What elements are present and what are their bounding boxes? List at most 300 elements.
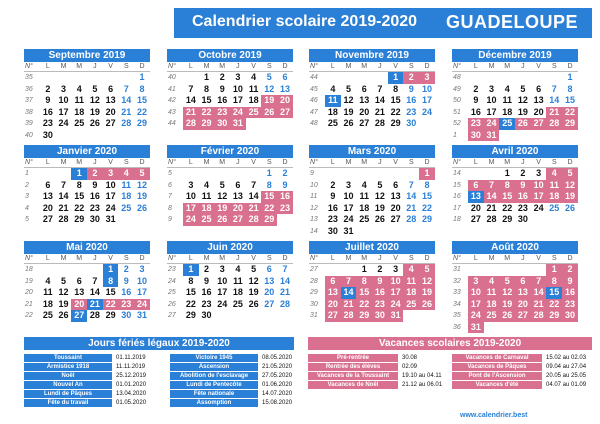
day-cell: 27 — [277, 107, 293, 119]
day-cell: 19 — [89, 106, 100, 117]
day-cell — [546, 130, 562, 142]
week-number: 48 — [453, 74, 461, 81]
day-cell — [341, 72, 357, 84]
day-cell: 11 — [325, 95, 341, 107]
day-cell: 16 — [201, 287, 212, 297]
day-header: S — [261, 62, 277, 72]
day-cell: 2 — [403, 72, 419, 84]
day-cell: 8 — [424, 179, 430, 190]
day-cell: 16 — [217, 95, 228, 105]
day-header: D — [562, 62, 578, 72]
day-cell: 6 — [45, 179, 51, 190]
day-cell: 30 — [121, 310, 132, 320]
day-cell: 4 — [251, 72, 257, 82]
day-cell: 3 — [419, 72, 435, 84]
week-number: 28 — [310, 277, 318, 285]
month-title: Juillet 2020 — [309, 241, 435, 254]
day-cell — [419, 118, 435, 130]
day-cell: 8 — [546, 276, 562, 288]
day-cell — [56, 72, 72, 84]
day-cell: 19 — [343, 106, 354, 117]
day-cell — [246, 310, 262, 322]
day-cell: 17 — [468, 299, 484, 311]
day-cell: 28 — [121, 118, 132, 128]
week-number: 50 — [453, 97, 461, 104]
table-row — [308, 363, 448, 371]
day-cell: 30 — [517, 214, 528, 224]
day-cell: 16 — [515, 191, 531, 203]
day-cell: 1 — [71, 168, 87, 180]
day-cell: 6 — [282, 72, 288, 82]
day-cell: 9 — [515, 180, 531, 192]
day-cell: 13 — [42, 191, 53, 201]
day-cell: 26 — [515, 118, 531, 130]
day-cell — [261, 310, 277, 322]
day-cell: 24 — [183, 214, 199, 226]
day-cell: 25 — [74, 118, 85, 128]
month-title: Juin 2020 — [167, 241, 293, 254]
day-cell: 28 — [341, 310, 357, 322]
day-header: V — [531, 254, 547, 264]
day-cell: 27 — [71, 310, 87, 322]
day-cell — [356, 72, 372, 84]
day-cell: 9 — [282, 179, 288, 190]
row-label: Noël — [24, 372, 112, 380]
day-header: N° — [24, 62, 40, 72]
row-value: 20.05 au 25.05 — [546, 373, 587, 379]
day-header: D — [134, 158, 150, 168]
day-cell: 18 — [546, 191, 562, 203]
day-cell — [183, 72, 199, 84]
day-cell: 5 — [562, 168, 578, 180]
day-cell: 2 — [219, 72, 225, 82]
day-cell: 29 — [356, 310, 372, 322]
day-cell: 14 — [484, 191, 500, 203]
day-cell: 11 — [121, 179, 132, 190]
day-cell — [531, 264, 547, 276]
day-cell: 14 — [374, 95, 385, 105]
day-cell — [562, 322, 578, 334]
row-value: 01.05.2020 — [116, 400, 147, 406]
table-row — [170, 399, 306, 407]
day-header: L — [183, 62, 199, 72]
day-cell — [515, 72, 531, 84]
day-header: M — [341, 62, 357, 72]
week-number: 35 — [453, 312, 461, 319]
row-label: Vacances de Pâques — [452, 363, 542, 371]
day-cell: 26 — [136, 202, 147, 213]
day-header: M — [214, 62, 230, 72]
table-row — [452, 354, 592, 362]
day-header: J — [515, 254, 531, 264]
title-bar — [174, 8, 592, 38]
day-cell: 1 — [139, 72, 145, 82]
day-cell: 23 — [517, 202, 528, 213]
week-number: 10 — [310, 181, 318, 189]
week-number: 8 — [168, 204, 172, 212]
day-cell: 25 — [359, 214, 370, 224]
day-cell — [71, 264, 87, 276]
day-cell: 2 — [282, 168, 288, 178]
day-cell — [499, 72, 515, 84]
row-label: Vacances de la Toussaint — [308, 372, 398, 380]
day-cell: 28 — [406, 214, 417, 224]
day-header: V — [531, 158, 547, 168]
day-cell — [134, 130, 150, 142]
day-cell: 1 — [504, 168, 510, 178]
day-cell: 21 — [58, 202, 69, 213]
week-number: 44 — [310, 74, 318, 81]
day-cell — [103, 72, 119, 84]
week-number: 29 — [310, 289, 318, 296]
day-cell: 12 — [136, 179, 147, 190]
day-header: V — [388, 62, 404, 72]
day-cell: 24 — [343, 214, 354, 224]
day-cell: 15 — [356, 287, 372, 299]
day-header: M — [356, 254, 372, 264]
day-cell: 10 — [232, 83, 243, 94]
day-cell: 4 — [403, 264, 419, 276]
day-cell: 15 — [421, 191, 432, 201]
day-cell: 31 — [484, 130, 500, 142]
day-cell: 22 — [261, 203, 277, 215]
day-cell: 1 — [183, 264, 199, 276]
day-header: L — [40, 62, 56, 72]
day-cell: 21 — [486, 202, 497, 213]
day-cell: 3 — [139, 264, 145, 274]
day-cell: 20 — [325, 299, 341, 311]
day-cell — [531, 214, 547, 226]
day-header: D — [134, 254, 150, 264]
table-row — [24, 390, 162, 398]
day-cell: 4 — [361, 179, 367, 190]
day-cell: 12 — [419, 276, 435, 288]
row-value: 15.08.2020 — [262, 400, 293, 406]
day-cell: 7 — [377, 83, 383, 94]
day-header: S — [118, 62, 134, 72]
week-number: 23 — [168, 266, 176, 273]
day-header: M — [214, 158, 230, 168]
day-cell — [341, 264, 357, 276]
row-label: Vacances de Noël — [308, 381, 398, 389]
day-cell: 17 — [343, 202, 354, 213]
day-cell: 5 — [419, 264, 435, 276]
day-header: D — [277, 158, 293, 168]
day-cell: 16 — [372, 287, 388, 299]
day-cell: 19 — [248, 287, 259, 297]
day-cell: 17 — [217, 287, 228, 297]
row-label: Lundi de Pentecôte — [170, 381, 258, 389]
day-cell: 15 — [201, 95, 212, 105]
day-header: D — [277, 62, 293, 72]
day-cell: 26 — [261, 107, 277, 119]
day-cell: 20 — [105, 106, 116, 117]
day-cell: 3 — [536, 168, 542, 178]
day-cell: 8 — [393, 83, 399, 94]
day-cell: 18 — [121, 191, 132, 201]
day-cell: 3 — [393, 264, 399, 274]
day-cell — [419, 226, 435, 238]
table-row — [308, 354, 448, 362]
day-header: N° — [452, 62, 468, 72]
row-label: Fête du travail — [24, 399, 112, 407]
day-cell: 15 — [74, 191, 85, 201]
day-cell — [103, 130, 119, 142]
month-calendar — [24, 145, 150, 226]
day-header: M — [341, 254, 357, 264]
day-cell: 15 — [499, 191, 515, 203]
day-cell: 6 — [468, 180, 484, 192]
day-cell: 21 — [341, 299, 357, 311]
day-cell: 29 — [502, 214, 513, 224]
day-cell: 31 — [468, 322, 484, 334]
day-cell: 11 — [403, 276, 419, 288]
day-cell: 1 — [266, 168, 272, 178]
table-row — [170, 354, 306, 362]
day-cell: 23 — [89, 202, 100, 213]
day-cell: 10 — [136, 275, 147, 286]
day-cell: 6 — [235, 179, 241, 190]
day-cell: 8 — [103, 276, 119, 288]
day-cell: 30 — [89, 214, 100, 224]
row-value: 11.11.2019 — [116, 364, 146, 370]
day-header: M — [484, 254, 500, 264]
day-cell: 20 — [264, 287, 275, 297]
day-cell: 20 — [230, 203, 246, 215]
day-cell: 20 — [533, 106, 544, 117]
row-value: 14.07.2020 — [262, 391, 293, 397]
day-header: D — [419, 254, 435, 264]
month-title: Janvier 2020 — [24, 145, 150, 158]
day-cell: 12 — [374, 191, 385, 201]
vacances-left-table — [308, 354, 448, 390]
day-header: D — [277, 254, 293, 264]
day-cell: 12 — [58, 287, 69, 297]
month-calendar — [167, 49, 293, 130]
week-number: 32 — [453, 277, 461, 285]
month-calendar — [24, 49, 150, 141]
day-header: M — [56, 158, 72, 168]
day-cell — [356, 168, 372, 180]
month-calendar — [24, 241, 150, 322]
week-number: 21 — [25, 300, 33, 308]
week-number: 16 — [453, 193, 461, 200]
day-cell: 5 — [266, 72, 272, 82]
day-cell — [562, 130, 578, 142]
day-cell: 20 — [42, 202, 53, 213]
day-header: M — [199, 62, 215, 72]
day-cell: 26 — [248, 298, 259, 309]
day-cell: 15 — [105, 287, 116, 297]
day-header: N° — [167, 158, 183, 168]
day-cell: 21 — [87, 299, 103, 311]
day-cell — [277, 310, 293, 322]
week-number: 36 — [25, 85, 33, 93]
day-cell: 31 — [105, 214, 116, 224]
day-cell: 17 — [136, 287, 147, 297]
day-cell: 19 — [136, 191, 147, 201]
day-cell: 28 — [279, 298, 290, 309]
week-number: 40 — [25, 131, 33, 139]
month-title: Décembre 2019 — [452, 49, 578, 62]
day-cell: 1 — [388, 72, 404, 84]
table-row — [308, 381, 448, 389]
day-cell: 13 — [74, 287, 85, 297]
day-header: D — [562, 158, 578, 168]
day-cell: 8 — [567, 83, 573, 94]
week-number: 26 — [168, 300, 176, 308]
day-cell: 2 — [204, 264, 210, 274]
day-cell: 6 — [76, 275, 82, 286]
row-value: 01.01.2020 — [116, 382, 147, 388]
day-cell: 27 — [531, 118, 547, 130]
day-cell: 7 — [92, 275, 98, 286]
day-header: M — [199, 158, 215, 168]
week-number: 51 — [453, 108, 461, 116]
week-number: 5 — [168, 170, 172, 177]
day-header: L — [325, 62, 341, 72]
day-cell: 29 — [136, 118, 147, 128]
day-cell: 20 — [71, 299, 87, 311]
day-cell: 26 — [89, 118, 100, 128]
day-header: M — [71, 158, 87, 168]
day-cell: 12 — [264, 83, 275, 94]
day-header: S — [546, 62, 562, 72]
day-cell: 11 — [484, 287, 500, 299]
day-cell — [118, 72, 134, 84]
day-cell — [372, 72, 388, 84]
day-header: L — [183, 254, 199, 264]
day-header: L — [468, 254, 484, 264]
table-row — [24, 354, 162, 362]
day-cell — [246, 118, 262, 130]
day-cell: 8 — [76, 179, 82, 190]
day-cell — [515, 130, 531, 142]
day-header: V — [246, 254, 262, 264]
day-header: V — [388, 254, 404, 264]
week-number: 18 — [453, 216, 461, 223]
row-label: Rentrée des élèves — [308, 363, 398, 371]
day-cell — [134, 214, 150, 226]
day-cell: 4 — [504, 83, 510, 94]
day-cell: 25 — [232, 298, 243, 309]
day-cell: 18 — [403, 287, 419, 299]
day-cell: 7 — [531, 276, 547, 288]
day-cell: 13 — [515, 287, 531, 299]
day-cell — [56, 168, 72, 180]
day-cell: 4 — [330, 83, 336, 94]
day-header: V — [103, 158, 119, 168]
day-header: M — [199, 254, 215, 264]
day-cell: 24 — [468, 310, 484, 322]
day-cell: 10 — [217, 275, 228, 286]
day-header: V — [246, 158, 262, 168]
day-header: S — [118, 254, 134, 264]
day-cell: 17 — [58, 106, 69, 117]
day-cell: 4 — [118, 168, 134, 180]
day-cell: 14 — [121, 95, 132, 105]
feries-left-table — [24, 354, 162, 408]
day-cell: 25 — [484, 310, 500, 322]
day-cell: 22 — [185, 298, 196, 309]
day-cell — [40, 72, 56, 84]
day-cell: 5 — [134, 168, 150, 180]
day-cell: 16 — [470, 106, 481, 117]
week-number: 9 — [310, 170, 314, 177]
day-cell: 15 — [261, 191, 277, 203]
week-number: 41 — [168, 85, 176, 93]
day-cell — [56, 130, 72, 142]
row-label: Ascension — [170, 363, 258, 371]
day-cell: 6 — [536, 83, 542, 94]
table-row — [24, 363, 162, 371]
day-cell — [325, 72, 341, 84]
day-cell: 19 — [214, 203, 230, 215]
day-cell: 25 — [199, 214, 215, 226]
week-number: 27 — [168, 312, 176, 319]
day-cell: 29 — [562, 118, 578, 130]
week-number: 15 — [453, 181, 461, 189]
day-cell: 7 — [408, 179, 414, 190]
site-link[interactable]: www.calendrier.best — [460, 412, 528, 419]
day-cell: 24 — [533, 202, 544, 213]
week-number: 48 — [310, 120, 318, 127]
day-cell: 13 — [390, 191, 401, 201]
day-cell — [546, 322, 562, 334]
day-cell: 24 — [134, 299, 150, 311]
day-cell: 25 — [327, 118, 338, 128]
day-cell — [246, 168, 262, 180]
day-header: M — [484, 158, 500, 168]
day-cell: 28 — [246, 214, 262, 226]
day-cell — [403, 226, 419, 238]
day-header: L — [40, 254, 56, 264]
day-cell: 17 — [388, 287, 404, 299]
day-cell: 23 — [406, 106, 417, 117]
row-label: Abolition de l'esclavage — [170, 372, 258, 380]
week-number: 34 — [453, 300, 461, 308]
day-cell: 24 — [421, 106, 432, 117]
day-cell: 10 — [468, 287, 484, 299]
day-cell — [199, 168, 215, 180]
week-number: 36 — [453, 323, 461, 331]
day-cell: 6 — [266, 264, 272, 274]
day-header: J — [515, 158, 531, 168]
day-cell: 22 — [390, 106, 401, 117]
day-cell: 3 — [346, 179, 352, 190]
day-header: J — [372, 158, 388, 168]
day-cell: 22 — [546, 299, 562, 311]
day-cell: 22 — [562, 107, 578, 119]
day-cell: 10 — [486, 95, 497, 105]
day-cell — [356, 226, 372, 238]
day-cell: 28 — [531, 310, 547, 322]
day-cell: 14 — [549, 95, 560, 105]
vacances-heading: Vacances scolaires 2019-2020 — [308, 337, 592, 350]
day-cell: 18 — [74, 106, 85, 117]
day-cell — [484, 168, 500, 180]
day-cell — [499, 322, 515, 334]
day-cell: 27 — [390, 214, 401, 224]
row-label: Fête nationale — [170, 390, 258, 398]
day-cell: 31 — [388, 310, 404, 322]
day-cell: 4 — [484, 276, 500, 288]
day-cell: 10 — [421, 83, 432, 94]
day-cell: 5 — [520, 83, 526, 94]
day-header: V — [531, 62, 547, 72]
day-cell: 2 — [520, 168, 526, 178]
day-header: S — [546, 158, 562, 168]
